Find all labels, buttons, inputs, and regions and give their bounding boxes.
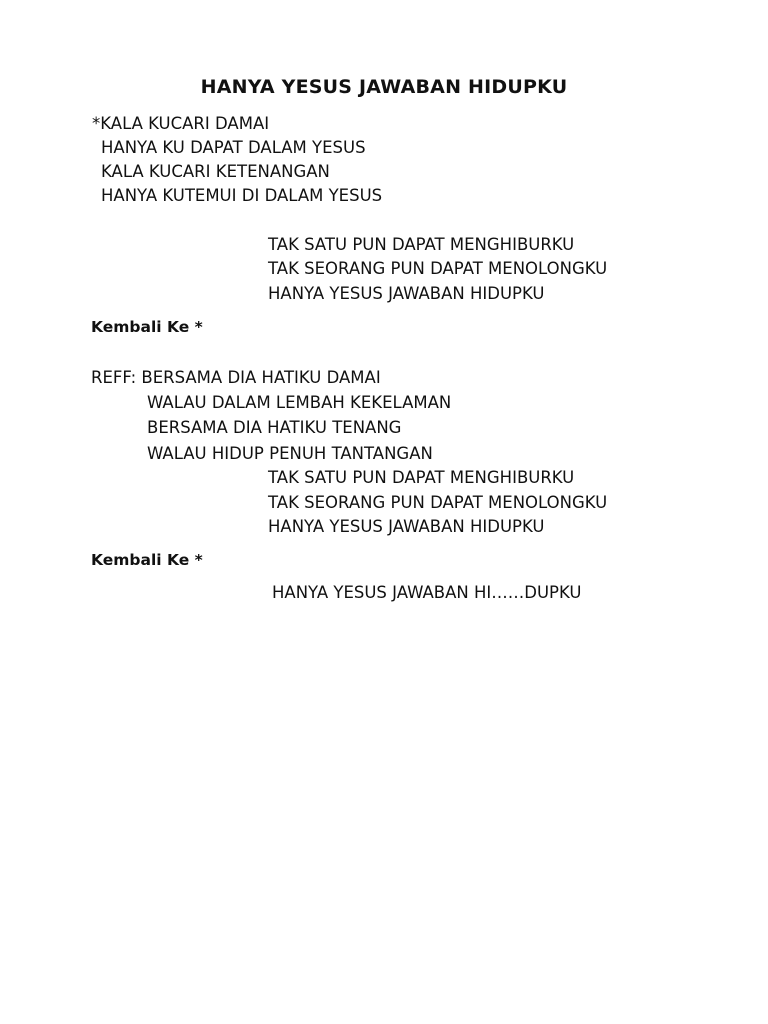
chorus-line: HANYA YESUS JAWABAN HIDUPKU: [268, 284, 545, 303]
verse-line: HANYA KUTEMUI DI DALAM YESUS: [101, 186, 383, 205]
chorus-line: TAK SATU PUN DAPAT MENGHIBURKU: [268, 468, 575, 487]
song-title: HANYA YESUS JAWABAN HIDUPKU: [200, 76, 568, 98]
verse-line: HANYA KU DAPAT DALAM YESUS: [101, 138, 366, 157]
reff-line: WALAU DALAM LEMBAH KEKELAMAN: [147, 393, 452, 412]
ending-line: HANYA YESUS JAWABAN HI……DUPKU: [272, 583, 582, 602]
reff-line: REFF: BERSAMA DIA HATIKU DAMAI: [91, 368, 381, 387]
repeat-instruction: Kembali Ke *: [91, 551, 203, 569]
reff-line: BERSAMA DIA HATIKU TENANG: [147, 418, 402, 437]
verse-line: *KALA KUCARI DAMAI: [92, 114, 270, 133]
chorus-line: TAK SEORANG PUN DAPAT MENOLONGKU: [268, 259, 608, 278]
repeat-instruction: Kembali Ke *: [91, 318, 203, 336]
reff-line: WALAU HIDUP PENUH TANTANGAN: [147, 444, 433, 463]
chorus-line: HANYA YESUS JAWABAN HIDUPKU: [268, 517, 545, 536]
chorus-line: TAK SEORANG PUN DAPAT MENOLONGKU: [268, 493, 608, 512]
verse-line: KALA KUCARI KETENANGAN: [101, 162, 330, 181]
chorus-line: TAK SATU PUN DAPAT MENGHIBURKU: [268, 235, 575, 254]
